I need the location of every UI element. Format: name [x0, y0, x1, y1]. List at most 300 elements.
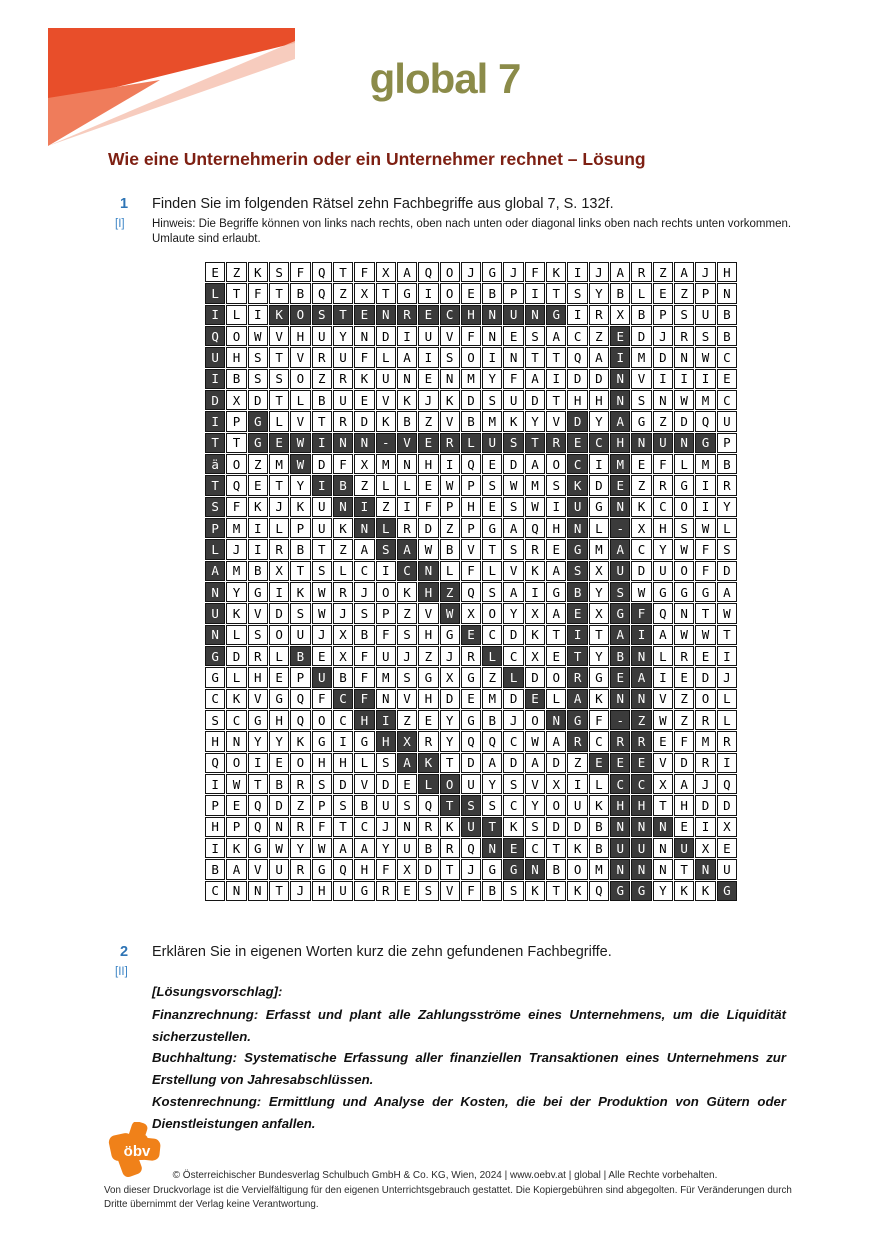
grid-cell: K [226, 603, 246, 623]
grid-cell: S [674, 518, 694, 538]
grid-cell: K [248, 262, 268, 282]
grid-cell: S [269, 262, 289, 282]
grid-cell: H [461, 305, 481, 325]
grid-cell: M [482, 411, 502, 431]
grid-cell: Y [269, 731, 289, 751]
grid-cell: Z [631, 475, 651, 495]
grid-cell: J [418, 390, 438, 410]
grid-cell: O [546, 667, 566, 687]
grid-cell: E [610, 475, 630, 495]
grid-cell: K [376, 411, 396, 431]
grid-cell: E [631, 753, 651, 773]
grid-cell: I [248, 753, 268, 773]
grid-cell: S [397, 795, 417, 815]
grid-cell: R [269, 539, 289, 559]
grid-cell: D [503, 454, 523, 474]
grid-cell: N [631, 689, 651, 709]
grid-cell: U [205, 347, 225, 367]
grid-cell: A [397, 539, 417, 559]
grid-cell: S [503, 774, 523, 794]
grid-cell: S [503, 497, 523, 517]
grid-cell: B [269, 774, 289, 794]
grid-cell: S [461, 795, 481, 815]
grid-cell: R [397, 305, 417, 325]
grid-cell: J [312, 625, 332, 645]
grid-cell: S [397, 625, 417, 645]
grid-cell: B [717, 305, 737, 325]
grid-cell: T [269, 475, 289, 495]
grid-cell: E [717, 369, 737, 389]
grid-cell: S [503, 539, 523, 559]
grid-cell: G [610, 603, 630, 623]
grid-cell: I [440, 454, 460, 474]
grid-cell: N [397, 817, 417, 837]
grid-cell: S [312, 305, 332, 325]
grid-cell: E [610, 667, 630, 687]
grid-cell: V [418, 603, 438, 623]
grid-cell: N [397, 454, 417, 474]
grid-cell: K [440, 390, 460, 410]
grid-cell: G [653, 582, 673, 602]
grid-cell: F [695, 561, 715, 581]
grid-cell: G [482, 518, 502, 538]
grid-cell: M [695, 454, 715, 474]
grid-cell: A [333, 838, 353, 858]
grid-cell: K [589, 689, 609, 709]
grid-cell: J [503, 710, 523, 730]
grid-cell: C [205, 689, 225, 709]
grid-cell: G [205, 667, 225, 687]
grid-cell: L [418, 774, 438, 794]
grid-cell: X [354, 283, 374, 303]
grid-cell: Z [418, 411, 438, 431]
grid-cell: K [290, 497, 310, 517]
grid-cell: S [312, 561, 332, 581]
worksheet-heading: Wie eine Unternehmerin oder ein Unternehmer rechnet – Lösung [108, 149, 646, 169]
grid-cell: P [205, 518, 225, 538]
grid-cell: D [717, 795, 737, 815]
grid-cell: W [440, 475, 460, 495]
grid-cell: A [503, 518, 523, 538]
grid-cell: O [525, 710, 545, 730]
grid-cell: N [376, 689, 396, 709]
grid-cell: D [546, 753, 566, 773]
grid-cell: B [290, 283, 310, 303]
grid-cell: T [482, 539, 502, 559]
grid-cell: F [653, 454, 673, 474]
grid-cell: A [546, 326, 566, 346]
grid-cell: S [440, 347, 460, 367]
grid-cell: N [205, 582, 225, 602]
grid-cell: J [440, 646, 460, 666]
grid-cell: F [461, 326, 481, 346]
grid-cell: Z [248, 454, 268, 474]
grid-cell: J [461, 262, 481, 282]
grid-cell: V [248, 603, 268, 623]
grid-cell: T [333, 817, 353, 837]
grid-cell: V [290, 411, 310, 431]
grid-cell: T [205, 475, 225, 495]
grid-cell: H [674, 795, 694, 815]
grid-cell: S [248, 625, 268, 645]
grid-cell: P [290, 518, 310, 538]
grid-cell: Y [589, 582, 609, 602]
grid-cell: V [290, 347, 310, 367]
grid-cell: N [674, 433, 694, 453]
grid-cell: H [205, 817, 225, 837]
grid-cell: N [482, 838, 502, 858]
grid-cell: E [589, 753, 609, 773]
grid-cell: G [354, 731, 374, 751]
grid-cell: U [717, 859, 737, 879]
grid-cell: N [354, 518, 374, 538]
grid-cell: E [482, 497, 502, 517]
grid-cell: P [461, 518, 481, 538]
grid-cell: Y [653, 881, 673, 901]
grid-cell: I [205, 369, 225, 389]
grid-cell: F [525, 262, 545, 282]
grid-cell: G [440, 625, 460, 645]
grid-cell: I [610, 347, 630, 367]
grid-cell: W [717, 603, 737, 623]
grid-cell: N [653, 817, 673, 837]
grid-cell: D [631, 326, 651, 346]
grid-cell: Q [418, 262, 438, 282]
grid-cell: F [503, 369, 523, 389]
grid-cell: K [418, 753, 438, 773]
grid-cell: G [269, 689, 289, 709]
grid-cell: Q [461, 582, 481, 602]
grid-cell: K [567, 881, 587, 901]
grid-cell: I [525, 582, 545, 602]
grid-cell: U [674, 838, 694, 858]
grid-cell: H [546, 518, 566, 538]
grid-cell: A [610, 411, 630, 431]
task2-number: 2 [120, 944, 129, 960]
grid-cell: I [695, 369, 715, 389]
grid-cell: G [248, 710, 268, 730]
grid-cell: I [418, 283, 438, 303]
grid-cell: U [376, 646, 396, 666]
grid-cell: F [333, 454, 353, 474]
grid-cell: S [205, 497, 225, 517]
grid-cell: T [248, 774, 268, 794]
grid-cell: Y [589, 283, 609, 303]
grid-cell: I [333, 731, 353, 751]
grid-cell: R [567, 667, 587, 687]
grid-cell: K [290, 582, 310, 602]
grid-cell: N [717, 283, 737, 303]
grid-cell: M [376, 667, 396, 687]
grid-cell: K [290, 731, 310, 751]
grid-cell: L [482, 646, 502, 666]
grid-cell: U [631, 838, 651, 858]
grid-cell: L [653, 646, 673, 666]
grid-cell: G [546, 305, 566, 325]
grid-cell: E [461, 283, 481, 303]
grid-cell: K [440, 817, 460, 837]
grid-cell: G [248, 838, 268, 858]
grid-cell: K [397, 582, 417, 602]
grid-cell: J [589, 262, 609, 282]
grid-cell: Q [290, 710, 310, 730]
grid-cell: L [717, 689, 737, 709]
grid-cell: H [418, 689, 438, 709]
grid-cell: C [503, 731, 523, 751]
grid-cell: E [695, 646, 715, 666]
grid-cell: T [546, 347, 566, 367]
grid-cell: J [354, 582, 374, 602]
grid-cell: I [567, 625, 587, 645]
grid-cell: D [226, 646, 246, 666]
grid-cell: J [695, 262, 715, 282]
grid-cell: A [503, 582, 523, 602]
grid-cell: R [376, 881, 396, 901]
grid-cell: H [717, 262, 737, 282]
grid-cell: E [482, 454, 502, 474]
grid-cell: M [269, 454, 289, 474]
grid-cell: T [717, 625, 737, 645]
grid-cell: Y [440, 710, 460, 730]
grid-cell: V [631, 369, 651, 389]
grid-cell: L [503, 667, 523, 687]
grid-cell: M [226, 561, 246, 581]
grid-cell: H [205, 731, 225, 751]
grid-cell: L [376, 475, 396, 495]
grid-cell: F [354, 646, 374, 666]
grid-cell: I [695, 475, 715, 495]
grid-cell: N [695, 859, 715, 879]
grid-cell: N [525, 859, 545, 879]
grid-cell: P [226, 817, 246, 837]
grid-cell: V [461, 539, 481, 559]
grid-cell: H [567, 390, 587, 410]
grid-cell: A [226, 859, 246, 879]
grid-cell: L [631, 283, 651, 303]
grid-cell: E [248, 475, 268, 495]
grid-cell: F [226, 497, 246, 517]
grid-cell: I [248, 518, 268, 538]
grid-cell: H [589, 390, 609, 410]
grid-cell: W [312, 838, 332, 858]
grid-cell: W [525, 497, 545, 517]
grid-cell: F [312, 689, 332, 709]
grid-cell: H [333, 753, 353, 773]
grid-cell: W [418, 539, 438, 559]
grid-cell: R [461, 646, 481, 666]
grid-cell: X [695, 838, 715, 858]
grid-cell: Q [333, 859, 353, 879]
grid-cell: R [333, 411, 353, 431]
grid-cell: T [226, 283, 246, 303]
grid-cell: G [695, 433, 715, 453]
grid-cell: W [695, 625, 715, 645]
grid-cell: U [695, 305, 715, 325]
grid-cell: S [333, 795, 353, 815]
task2-marker: [II] [115, 966, 128, 978]
grid-cell: Q [482, 731, 502, 751]
grid-cell: N [610, 689, 630, 709]
grid-cell: V [248, 859, 268, 879]
grid-cell: R [290, 774, 310, 794]
grid-cell: X [653, 774, 673, 794]
grid-cell: K [695, 881, 715, 901]
grid-cell: Q [461, 731, 481, 751]
grid-cell: R [610, 731, 630, 751]
grid-cell: R [695, 710, 715, 730]
grid-cell: M [376, 454, 396, 474]
grid-cell: H [248, 667, 268, 687]
grid-cell: S [525, 817, 545, 837]
grid-cell: O [567, 859, 587, 879]
copyright-line: © Österreichischer Bundesverlag Schulbuch GmbH & Co. KG, Wien, 2024 | www.oebv.at | global | Alle Rechte vorbehalten. [172, 1170, 718, 1181]
grid-cell: I [717, 753, 737, 773]
grid-cell: S [482, 795, 502, 815]
grid-cell: I [567, 305, 587, 325]
grid-cell: U [312, 518, 332, 538]
grid-cell: B [610, 646, 630, 666]
grid-cell: L [717, 518, 737, 538]
grid-cell: F [354, 347, 374, 367]
grid-cell: V [440, 326, 460, 346]
grid-cell: C [610, 774, 630, 794]
grid-cell: V [269, 326, 289, 346]
grid-cell: N [610, 817, 630, 837]
grid-cell: U [567, 795, 587, 815]
grid-cell: H [226, 347, 246, 367]
grid-cell: U [333, 881, 353, 901]
grid-cell: N [333, 433, 353, 453]
grid-cell: D [503, 689, 523, 709]
grid-cell: W [440, 603, 460, 623]
grid-cell: X [525, 646, 545, 666]
grid-cell: H [418, 625, 438, 645]
grid-cell: T [440, 753, 460, 773]
grid-cell: M [610, 454, 630, 474]
grid-cell: Z [333, 283, 353, 303]
grid-cell: E [567, 433, 587, 453]
grid-cell: V [397, 689, 417, 709]
grid-cell: T [440, 859, 460, 879]
grid-cell: N [631, 433, 651, 453]
grid-cell: T [269, 283, 289, 303]
grid-cell: S [610, 582, 630, 602]
grid-cell: E [354, 305, 374, 325]
grid-cell: V [376, 390, 396, 410]
grid-cell: D [333, 774, 353, 794]
definition-finanzrechnung: Finanzrechnung: Erfasst und plant alle Zahlungsströme eines Unternehmens, um die Liquidität sicherzustellen. [152, 1006, 786, 1044]
grid-cell: W [674, 390, 694, 410]
grid-cell: H [461, 497, 481, 517]
grid-cell: R [717, 475, 737, 495]
grid-cell: A [567, 689, 587, 709]
grid-cell: S [525, 326, 545, 346]
grid-cell: A [397, 347, 417, 367]
grid-cell: N [205, 625, 225, 645]
grid-cell: R [589, 305, 609, 325]
grid-cell: N [418, 561, 438, 581]
grid-cell: Y [482, 369, 502, 389]
grid-cell: R [653, 475, 673, 495]
grid-cell: S [482, 582, 502, 602]
grid-cell: U [503, 390, 523, 410]
grid-cell: N [226, 881, 246, 901]
grid-cell: X [546, 774, 566, 794]
grid-cell: E [525, 689, 545, 709]
grid-cell: I [525, 283, 545, 303]
grid-cell: B [333, 475, 353, 495]
grid-cell: E [397, 881, 417, 901]
grid-cell: A [546, 731, 566, 751]
grid-cell: P [653, 305, 673, 325]
grid-cell: D [695, 667, 715, 687]
grid-cell: A [674, 262, 694, 282]
grid-cell: A [610, 539, 630, 559]
grid-cell: V [525, 774, 545, 794]
grid-cell: D [589, 369, 609, 389]
grid-cell: B [354, 795, 374, 815]
grid-cell: F [354, 667, 374, 687]
grid-cell: D [376, 326, 396, 346]
grid-cell: G [589, 497, 609, 517]
grid-cell: N [482, 305, 502, 325]
grid-cell: J [461, 859, 481, 879]
grid-cell: L [354, 753, 374, 773]
grid-cell: T [546, 838, 566, 858]
grid-cell: X [717, 817, 737, 837]
grid-cell: D [695, 795, 715, 815]
grid-cell: O [226, 454, 246, 474]
grid-cell: I [631, 625, 651, 645]
grid-cell: J [397, 646, 417, 666]
grid-cell: H [354, 859, 374, 879]
grid-cell: Q [461, 454, 481, 474]
grid-cell: G [312, 731, 332, 751]
grid-cell: B [631, 305, 651, 325]
grid-cell: Y [290, 838, 310, 858]
grid-cell: B [418, 838, 438, 858]
grid-cell: T [546, 881, 566, 901]
grid-cell: C [525, 838, 545, 858]
grid-cell: E [418, 710, 438, 730]
grid-cell: I [205, 411, 225, 431]
grid-cell: D [269, 603, 289, 623]
grid-cell: Z [653, 262, 673, 282]
grid-cell: N [631, 646, 651, 666]
grid-cell: G [397, 283, 417, 303]
grid-cell: G [567, 539, 587, 559]
grid-cell: L [290, 390, 310, 410]
grid-cell: R [717, 731, 737, 751]
grid-cell: E [418, 475, 438, 495]
definition-buchhaltung: Buchhaltung: Systematische Erfassung aller finanziellen Transaktionen eines Unternehmens zur Erstellung von Jahresabschlüssen. [152, 1050, 786, 1088]
grid-cell: S [482, 390, 502, 410]
grid-cell: L [205, 539, 225, 559]
grid-cell: C [503, 795, 523, 815]
grid-cell: N [610, 390, 630, 410]
grid-cell: T [333, 262, 353, 282]
grid-cell: Q [653, 603, 673, 623]
grid-cell: P [205, 795, 225, 815]
grid-cell: Z [674, 689, 694, 709]
grid-cell: I [567, 262, 587, 282]
grid-cell: H [418, 582, 438, 602]
grid-cell: Z [397, 710, 417, 730]
grid-cell: F [312, 817, 332, 837]
grid-cell: B [226, 369, 246, 389]
grid-cell: R [525, 539, 545, 559]
grid-cell: I [269, 582, 289, 602]
